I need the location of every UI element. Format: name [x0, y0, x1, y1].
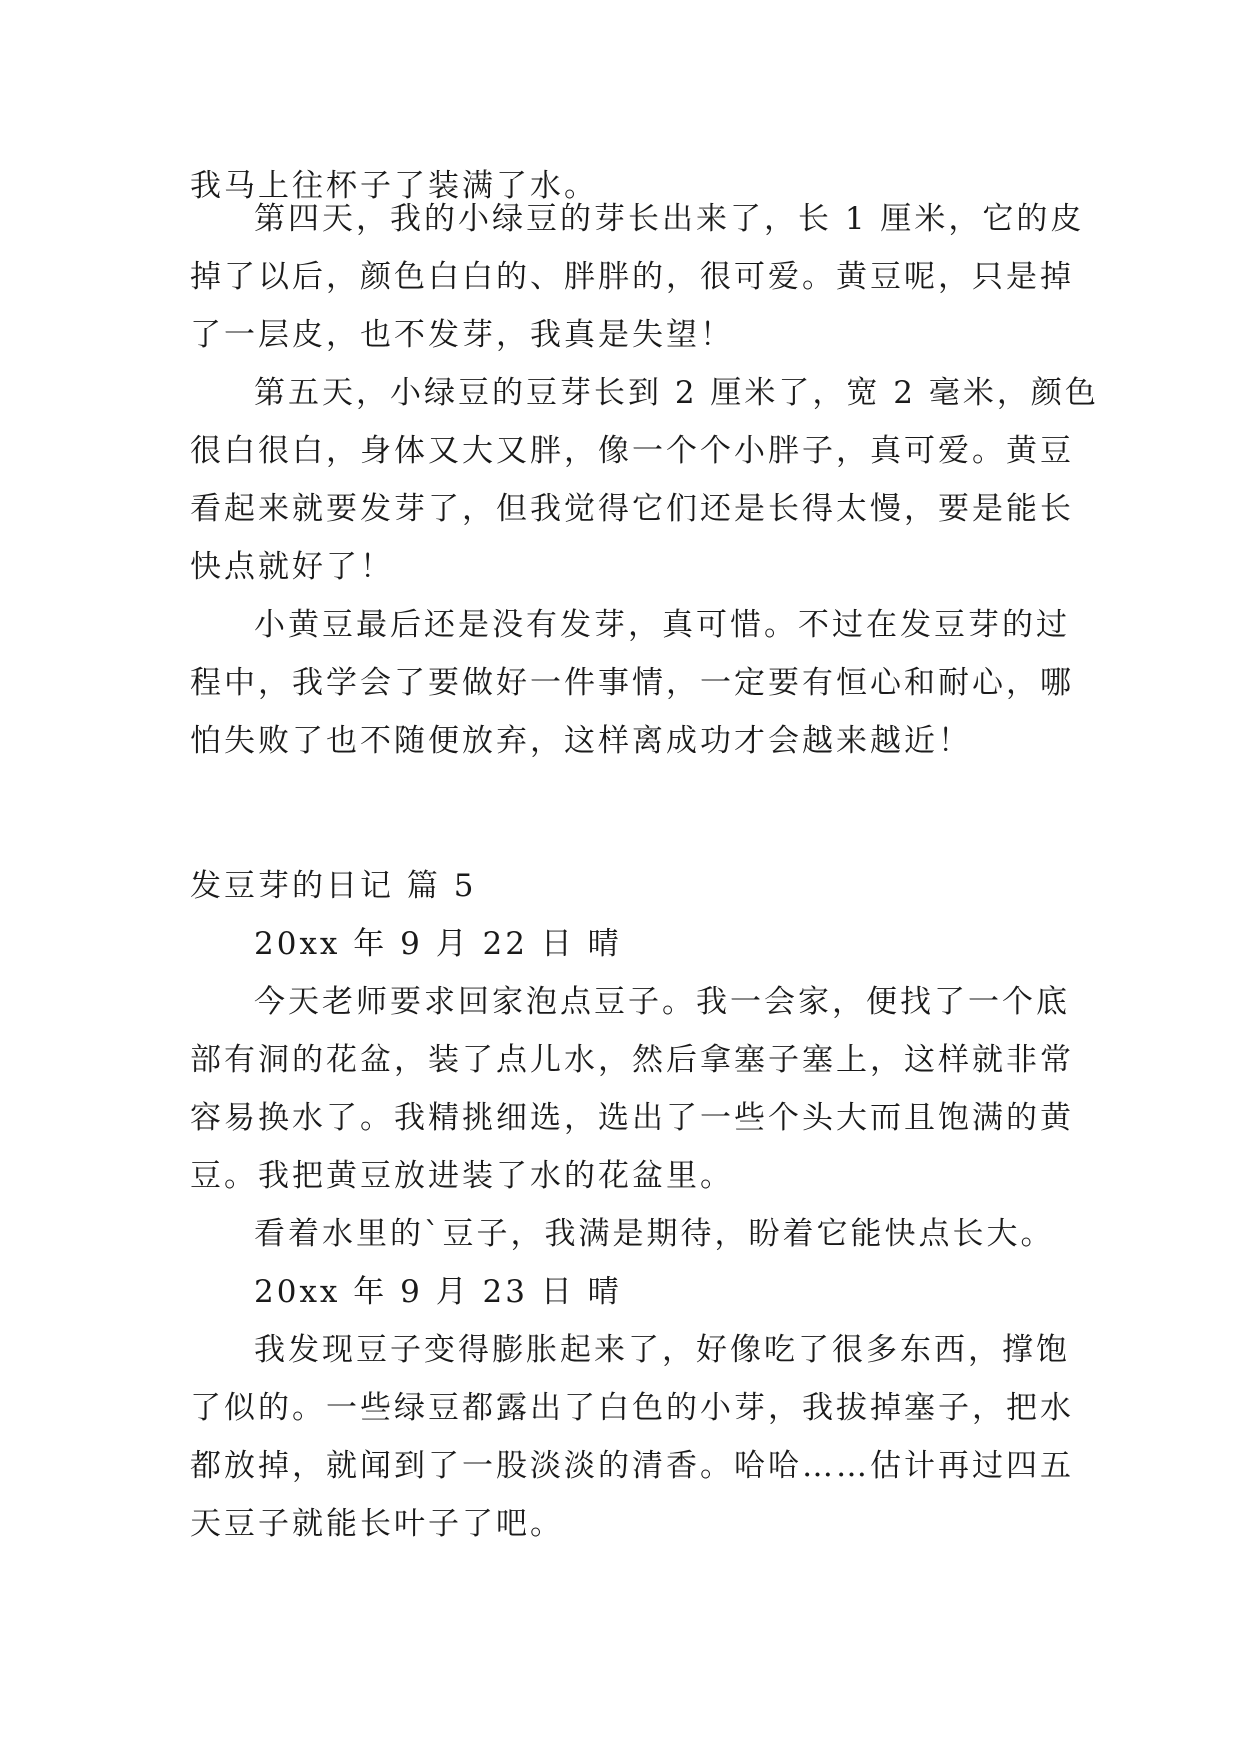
text-line: 第四天，我的小绿豆的芽长出来了，长 1 厘米，它的皮	[254, 201, 1085, 237]
text-line: 豆。我把黄豆放进装了水的花盆里。	[190, 1158, 734, 1194]
diary-date-1	[190, 915, 1050, 973]
text-line: 今天老师要求回家泡点豆子。我一会家，便找了一个底	[254, 984, 1070, 1020]
paragraph-day-four	[190, 190, 1085, 364]
text-line: 快点就好了！	[190, 549, 394, 585]
text-line: 部有洞的花盆，装了点儿水，然后拿塞子塞上，这样就非常	[190, 1042, 1074, 1078]
text-line: 小黄豆最后还是没有发芽，真可惜。不过在发豆芽的过	[254, 607, 1070, 643]
text-line: 掉了以后，颜色白白的、胖胖的，很可爱。黄豆呢，只是掉	[190, 259, 1074, 295]
paragraph-entry-1	[190, 973, 1074, 1205]
text-line: 我发现豆子变得膨胀起来了，好像吃了很多东西，撑饱	[254, 1332, 1070, 1368]
section-title: 发豆芽的日记 篇 5	[190, 868, 477, 904]
paragraph-entry-2	[190, 1321, 1074, 1553]
text-line: 程中，我学会了要做好一件事情，一定要有恒心和耐心，哪	[190, 665, 1074, 701]
text-line: 天豆子就能长叶子了吧。	[190, 1506, 564, 1542]
text-line: 我马上往杯子了装满了水。	[190, 168, 598, 204]
text-line: 怕失败了也不随便放弃，这样离成功才会越来越近！	[190, 723, 972, 759]
text-line: 了似的。一些绿豆都露出了白色的小芽，我拔掉塞子，把水	[190, 1390, 1074, 1426]
text-line: 看起来就要发芽了，但我觉得它们还是长得太慢，要是能长	[190, 491, 1074, 527]
text-line: 了一层皮，也不发芽，我真是失望！	[190, 317, 734, 353]
paragraph-entry-1-followup	[190, 1205, 1055, 1263]
date-line: 20xx 年 9 月 23 日 晴	[254, 1274, 622, 1310]
paragraph-day-five	[190, 364, 1099, 596]
text-line: 第五天，小绿豆的豆芽长到 2 厘米了，宽 2 毫米，颜色	[254, 375, 1099, 411]
date-line: 20xx 年 9 月 22 日 晴	[254, 926, 622, 962]
text-line: 容易换水了。我精挑细选，选出了一些个头大而且饱满的黄	[190, 1100, 1074, 1136]
text-line: 都放掉，就闻到了一股淡淡的清香。哈哈……估计再过四五	[190, 1448, 1074, 1484]
paragraph-conclusion	[190, 596, 1074, 770]
text-line: 看着水里的`豆子，我满是期待，盼着它能快点长大。	[254, 1216, 1055, 1252]
text-line: 很白很白，身体又大又胖，像一个个小胖子，真可爱。黄豆	[190, 433, 1074, 469]
diary-date-2	[190, 1263, 1050, 1321]
